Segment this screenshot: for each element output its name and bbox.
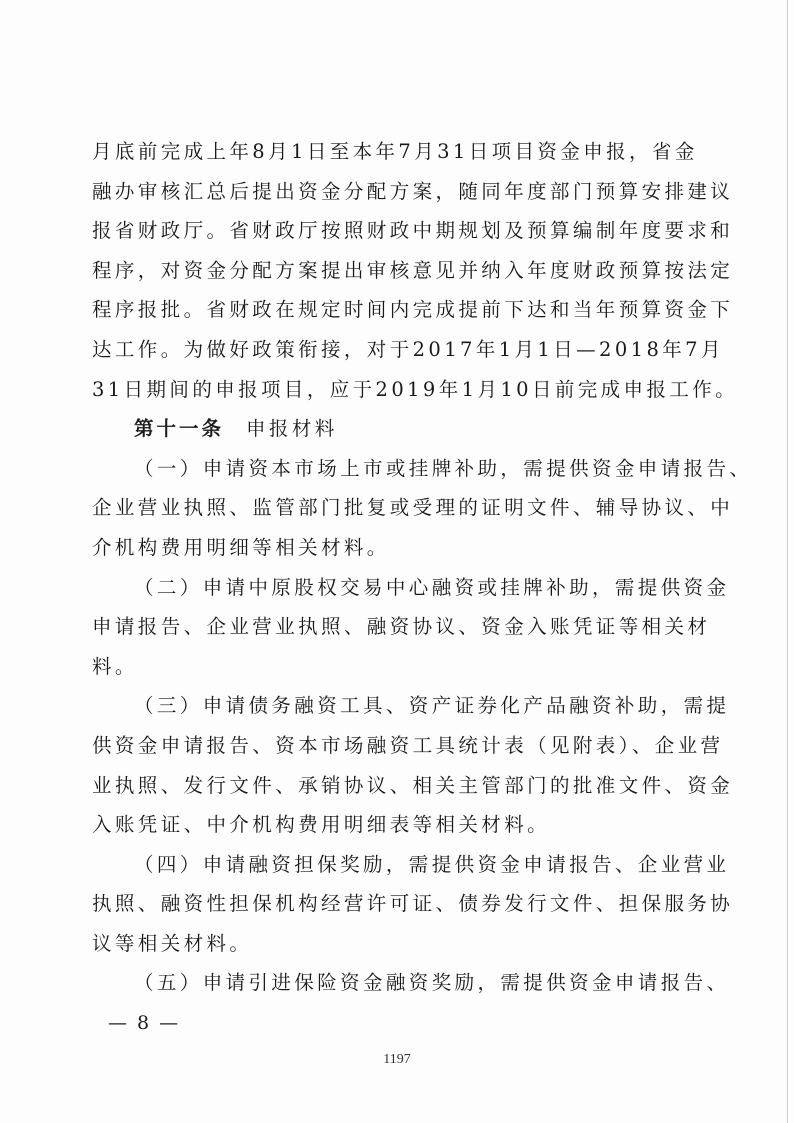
item-2-line: （二）申请中原股权交易中心融资或挂牌补助，需提供资金: [134, 575, 730, 599]
page-number: — 8 —: [108, 1012, 181, 1034]
article-heading-line: [92, 409, 692, 449]
item-2-line: 申请报告、企业营业执照、融资协议、资金入账凭证等相关材: [92, 615, 711, 639]
item-1-line: （一）申请资本市场上市或挂牌补助，需提供资金申请报告、: [134, 456, 753, 480]
item-4-line: （四）申请融资担保奖励，需提供资金申请报告、企业营业: [134, 852, 730, 876]
item-1-line: 介机构费用明细等相关材料。: [92, 535, 390, 559]
item-3-line: 入账凭证、中介机构费用明细表等相关材料。: [92, 813, 551, 837]
archive-stamp-number: 1197: [383, 1052, 411, 1067]
paragraph-line: 31日期间的申报项目，应于2019年1月10日前完成申报工作。: [92, 377, 739, 401]
document-body: [92, 132, 753, 1003]
item-4-line: 议等相关材料。: [92, 931, 253, 955]
item-5-line: （五）申请引进保险资金融资奖励，需提供资金申请报告、: [134, 971, 730, 995]
scan-edge-line: [787, 0, 788, 1123]
paragraph-line: 程序报批。省财政在规定时间内完成提前下达和当年预算资金下: [92, 298, 734, 322]
paragraph-line: 融办审核汇总后提出资金分配方案，随同年度部门预算安排建议: [92, 179, 734, 203]
item-4-line: 执照、融资性担保机构经营许可证、债券发行文件、担保服务协: [92, 892, 734, 916]
article-title: 申报材料: [246, 417, 338, 441]
paragraph-line: 报省财政厅。省财政厅按照财政中期规划及预算编制年度要求和: [92, 219, 734, 243]
item-3-line: 供资金申请报告、资本市场融资工具统计表（见附表）、企业营: [92, 733, 724, 757]
paragraph-line: 程序，对资金分配方案提出审核意见并纳入年度财政预算按法定: [92, 258, 734, 282]
paragraph-line: 月底前完成上年8月1日至本年7月31日项目资金申报，省金: [92, 140, 698, 163]
item-1-line: 企业营业执照、监管部门批复或受理的证明文件、辅导协议、中: [92, 496, 734, 520]
article-number: 第十一条: [134, 417, 225, 441]
item-3-line: （三）申请债务融资工具、资产证券化产品融资补助，需提: [134, 694, 730, 718]
paragraph-line: 达工作。为做好政策衔接，对于2017年1月1日—2018年7月: [92, 337, 724, 361]
item-3-line: 业执照、发行文件、承销协议、相关主管部门的批准文件、资金: [92, 773, 734, 797]
item-2-line: 料。: [92, 654, 138, 678]
